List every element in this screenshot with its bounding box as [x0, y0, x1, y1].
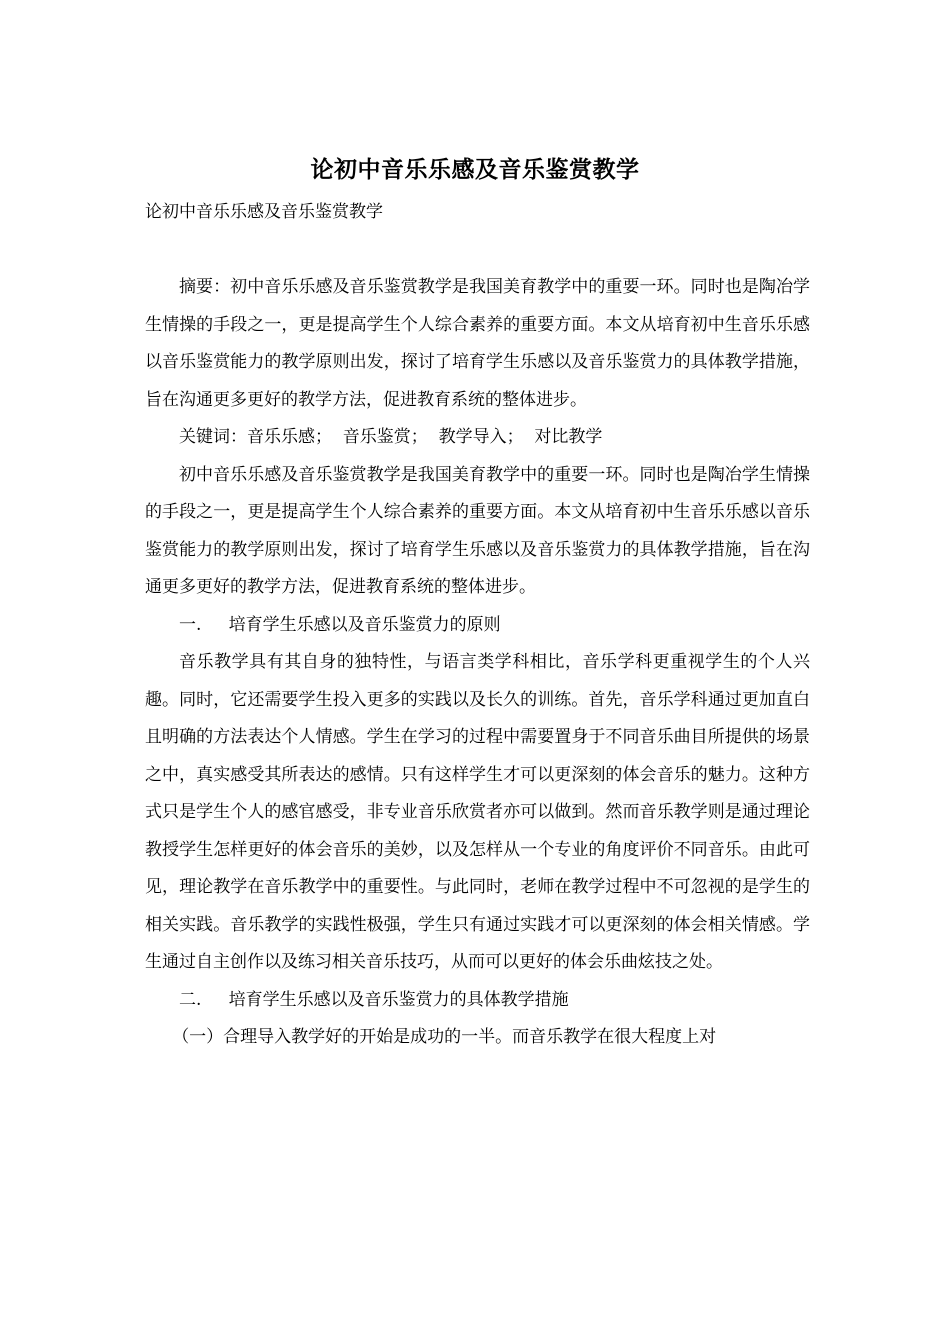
- section-1-heading: [145, 607, 810, 645]
- section-2-heading: [145, 982, 810, 1020]
- section-1-title: 培育学生乐感以及音乐鉴赏力的原则: [228, 614, 501, 635]
- document-subtitle: 论初中音乐乐感及音乐鉴赏教学: [145, 202, 383, 222]
- document-body: [145, 269, 810, 1057]
- section-2-sub-1-paragraph: （一）合理导入教学好的开始是成功的一半。而音乐教学在很大程度上对: [172, 1027, 717, 1047]
- section-2-number: 二.: [179, 989, 202, 1010]
- document-title: 论初中音乐乐感及音乐鉴赏教学: [310, 156, 640, 183]
- section-2-title: 培育学生乐感以及音乐鉴赏力的具体教学措施: [228, 989, 569, 1010]
- abstract-paragraph: 摘要：初中音乐乐感及音乐鉴赏教学是我国美育教学中的重要一环。同时也是陶冶学生情操的手段之一，更是提高学生个人综合素养的重要方面。本文从培育初中生音乐乐感以音乐鉴赏能力的教学原则出发，探讨了培育学生乐感以及音乐鉴赏力的具体教学措施，旨在沟通更多更好的教学方法，促进教育系统的整体进步。: [145, 277, 810, 410]
- keywords-line: 关键词：音乐乐感； 音乐鉴赏； 教学导入； 对比教学: [179, 427, 603, 447]
- intro-paragraph: 初中音乐乐感及音乐鉴赏教学是我国美育教学中的重要一环。同时也是陶冶学生情操的手段之一，更是提高学生个人综合素养的重要方面。本文从培育初中生音乐乐感以音乐鉴赏能力的教学原则出发，探讨了培育学生乐感以及音乐鉴赏力的具体教学措施，旨在沟通更多更好的教学方法，促进教育系统的整体进步。: [145, 464, 810, 597]
- section-1-paragraph: 音乐教学具有其自身的独特性，与语言类学科相比，音乐学科更重视学生的个人兴趣。同时，它还需要学生投入更多的实践以及长久的训练。首先，音乐学科通过更加直白且明确的方法表达个人情感。学生在学习的过程中需要置身于不同音乐曲目所提供的场景之中，真实感受其所表达的感情。只有这样学生才可以更深刻的体会音乐的魅力。这种方式只是学生个人的感官感受，非专业音乐欣赏者亦可以做到。然而音乐教学则是通过理论教授学生怎样更好的体会音乐的美妙，以及怎样从一个专业的角度评价不同音乐。由此可见，理论教学在音乐教学中的重要性。与此同时，老师在教学过程中不可忽视的是学生的相关实践。音乐教学的实践性极强，学生只有通过实践才可以更深刻的体会相关情感。学生通过自主创作以及练习相关音乐技巧，从而可以更好的体会乐曲炫技之处。: [145, 652, 810, 972]
- section-1-number: 一.: [179, 614, 202, 635]
